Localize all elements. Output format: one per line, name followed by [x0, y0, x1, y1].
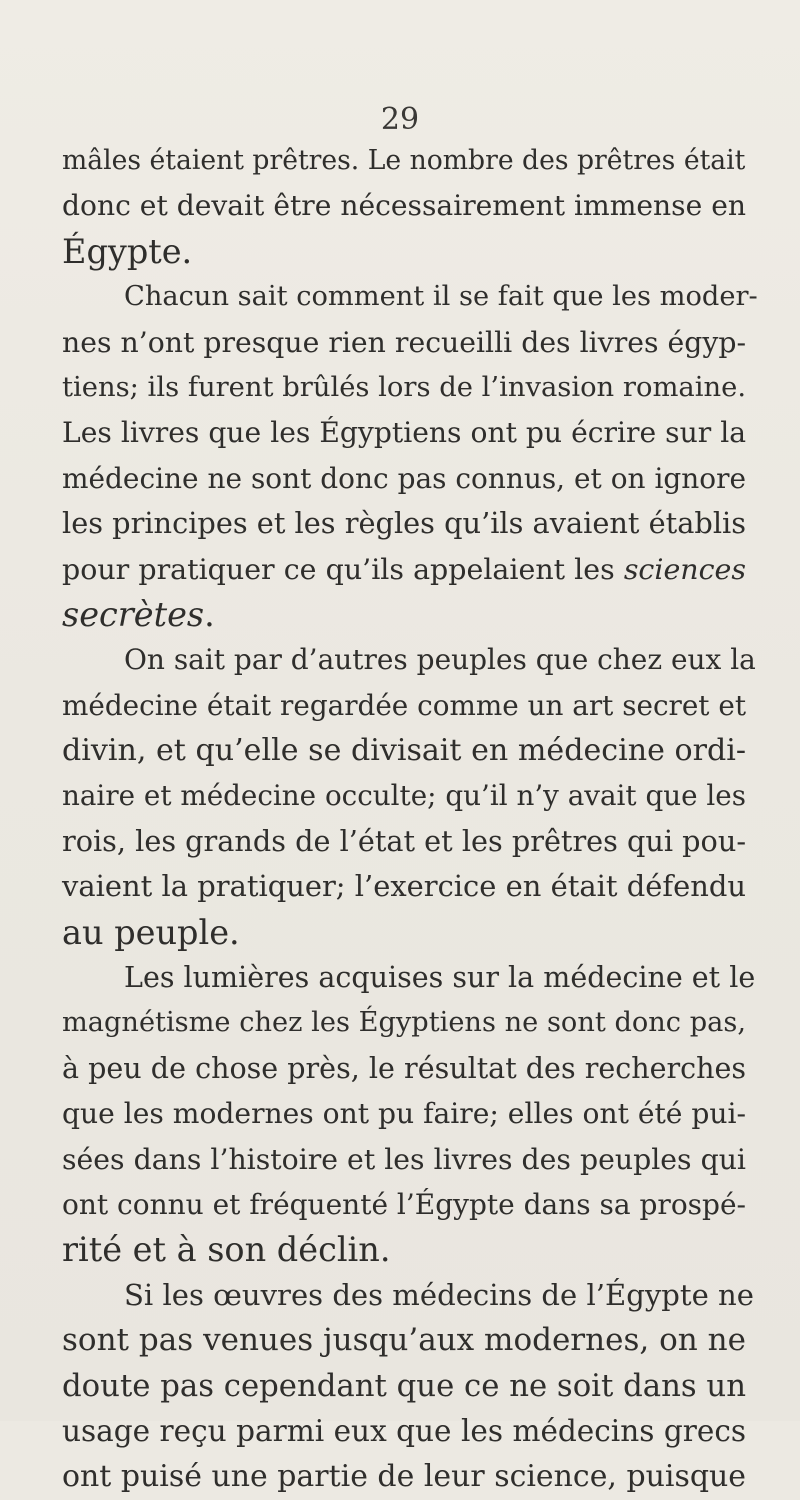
text-line: doute pas cependant que ce ne soit dans un [62, 1367, 746, 1404]
text-line: que les modernes ont pu faire; elles ont été pui- [62, 1097, 747, 1131]
paragraph-first-line: Les lumières acquises sur la médecine et le [124, 961, 756, 995]
text-line: sées dans l’histoire et les livres des peuples qui [62, 1142, 746, 1176]
text-line: au peuple. [62, 912, 240, 952]
text-line: à peu de chose près, le résultat des recherches [62, 1051, 746, 1085]
text-line [62, 592, 746, 637]
text-line: Égypte. [62, 231, 193, 271]
text-line: magnétisme chez les Égyptiens ne sont donc pas, [62, 1007, 746, 1039]
italic-term: secrètes [62, 594, 205, 634]
text-line: médecine ne sont donc pas connus, et on ignore [62, 461, 746, 495]
text-line: mâles étaient prêtres. Le nombre des prêtres était [62, 145, 746, 176]
text-line: naire et médecine occulte; qu’il n’y avait que les [62, 779, 746, 813]
paragraph-first-line: On sait par d’autres peuples que chez eux la [124, 643, 756, 677]
text-line: usage reçu parmi eux que les médecins grecs [62, 1413, 746, 1448]
text-line: ont connu et fréquenté l’Égypte dans sa prospé- [62, 1187, 746, 1221]
text-line: tiens; ils furent brûlés lors de l’invasion romaine. [62, 371, 747, 403]
punctuation: . [204, 594, 215, 634]
text-line: vaient la pratiquer; l’exercice en était défendu [62, 869, 746, 904]
italic-term: sciences [623, 552, 746, 586]
text-segment: pour pratiquer ce qu’ils appelaient les [62, 552, 615, 586]
text-line: médecine était regardée comme un art secret et [62, 688, 746, 722]
text-line [62, 547, 746, 592]
text-line: rité et à son déclin. [62, 1230, 391, 1270]
text-line: nes n’ont presque rien recueilli des livres égyp- [62, 325, 746, 359]
text-line: rois, les grands de l’état et les prêtres qui pou- [62, 823, 747, 858]
paragraph-first-line: Chacun sait comment il se fait que les moder- [124, 281, 758, 313]
body-text [62, 138, 758, 1500]
text-line: Les livres que les Égyptiens ont pu écrire sur la [62, 416, 746, 450]
text-line: donc et devait être nécessairement immense en [62, 189, 746, 223]
text-line: sont pas venues jusqu’aux modernes, on ne [62, 1322, 746, 1359]
text-line: divin, et qu’elle se divisait en médecine ordi- [62, 733, 746, 769]
paragraph-first-line: Si les œuvres des médecins de l’Égypte ne [124, 1277, 754, 1312]
text-line: ont puisé une partie de leur science, puisque [62, 1459, 746, 1495]
page-number: 29 [380, 102, 420, 137]
text-line: les principes et les règles qu’ils avaient établis [62, 506, 746, 541]
